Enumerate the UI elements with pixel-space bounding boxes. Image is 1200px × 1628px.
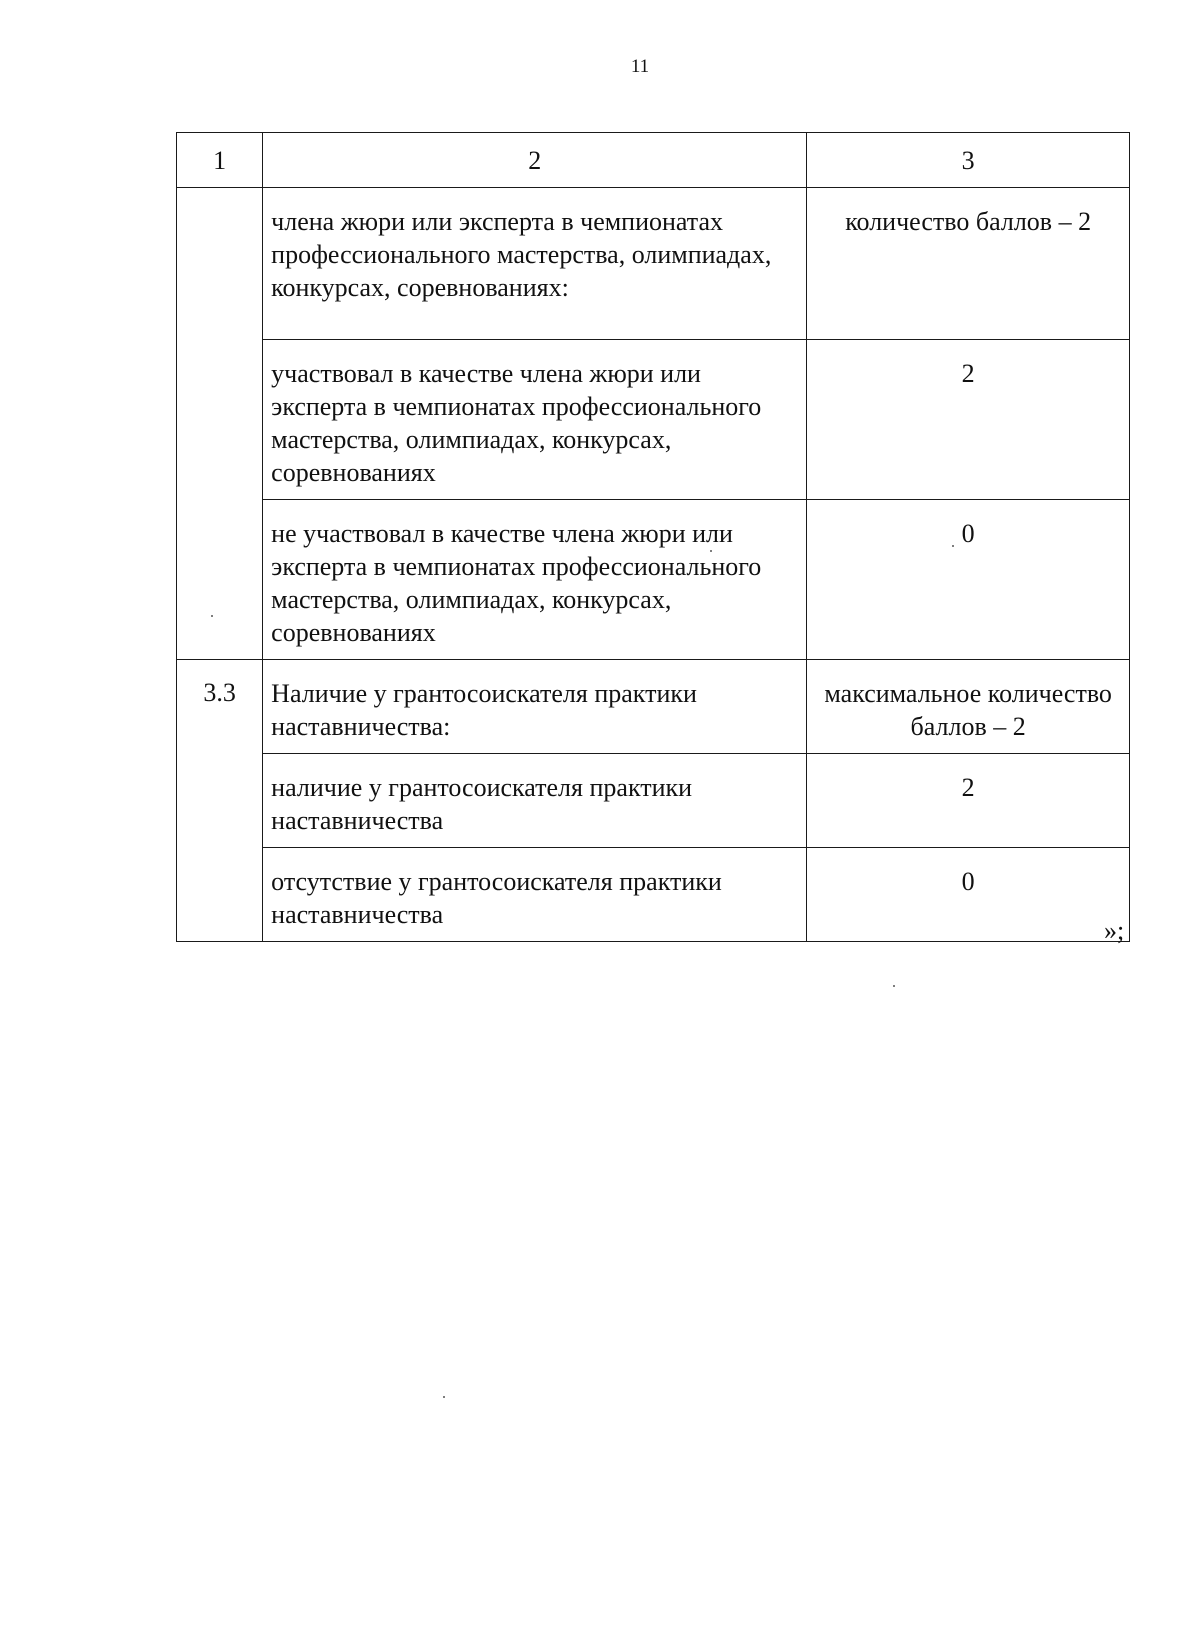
row-number-cell — [177, 188, 263, 660]
table-row — [177, 188, 1130, 340]
table-row — [177, 754, 1130, 848]
score-cell: количество баллов – 2 — [807, 188, 1130, 340]
header-cell-2: 2 — [263, 133, 807, 188]
criterion-cell: не участвовал в качестве члена жюри или эксперта в чемпионатах профессионального мастерства, олимпиадах, конкурсах, соревнованиях — [263, 500, 807, 660]
criterion-cell: участвовал в качестве члена жюри или эксперта в чемпионатах профессионального мастерства, олимпиадах, конкурсах, соревнованиях — [263, 340, 807, 500]
header-cell-1: 1 — [177, 133, 263, 188]
score-cell: 2 — [807, 340, 1130, 500]
scan-speck — [211, 615, 213, 617]
page-number: 11 — [630, 56, 650, 77]
table-row — [177, 848, 1130, 942]
criterion-cell: члена жюри или эксперта в чемпионатах профессионального мастерства, олимпиадах, конкурсах, соревнованиях: — [263, 188, 807, 340]
closing-quote-mark: »; — [1104, 916, 1125, 945]
row-number-cell: 3.3 — [177, 660, 263, 942]
criteria-table — [176, 132, 1130, 942]
score-cell: 0 — [807, 848, 1130, 942]
table-row — [177, 500, 1130, 660]
table-header-row — [177, 133, 1130, 188]
score-cell: максимальное количество баллов – 2 — [807, 660, 1130, 754]
scan-speck — [893, 985, 895, 987]
score-cell: 0 — [807, 500, 1130, 660]
score-cell: 2 — [807, 754, 1130, 848]
table-row — [177, 340, 1130, 500]
scan-speck — [710, 550, 712, 552]
criterion-cell: наличие у грантосоискателя практики наставничества — [263, 754, 807, 848]
scan-speck — [952, 545, 954, 547]
table-row — [177, 660, 1130, 754]
criterion-cell: Наличие у грантосоискателя практики наставничества: — [263, 660, 807, 754]
header-cell-3: 3 — [807, 133, 1130, 188]
criterion-cell: отсутствие у грантосоискателя практики наставничества — [263, 848, 807, 942]
scan-speck — [443, 1396, 445, 1398]
